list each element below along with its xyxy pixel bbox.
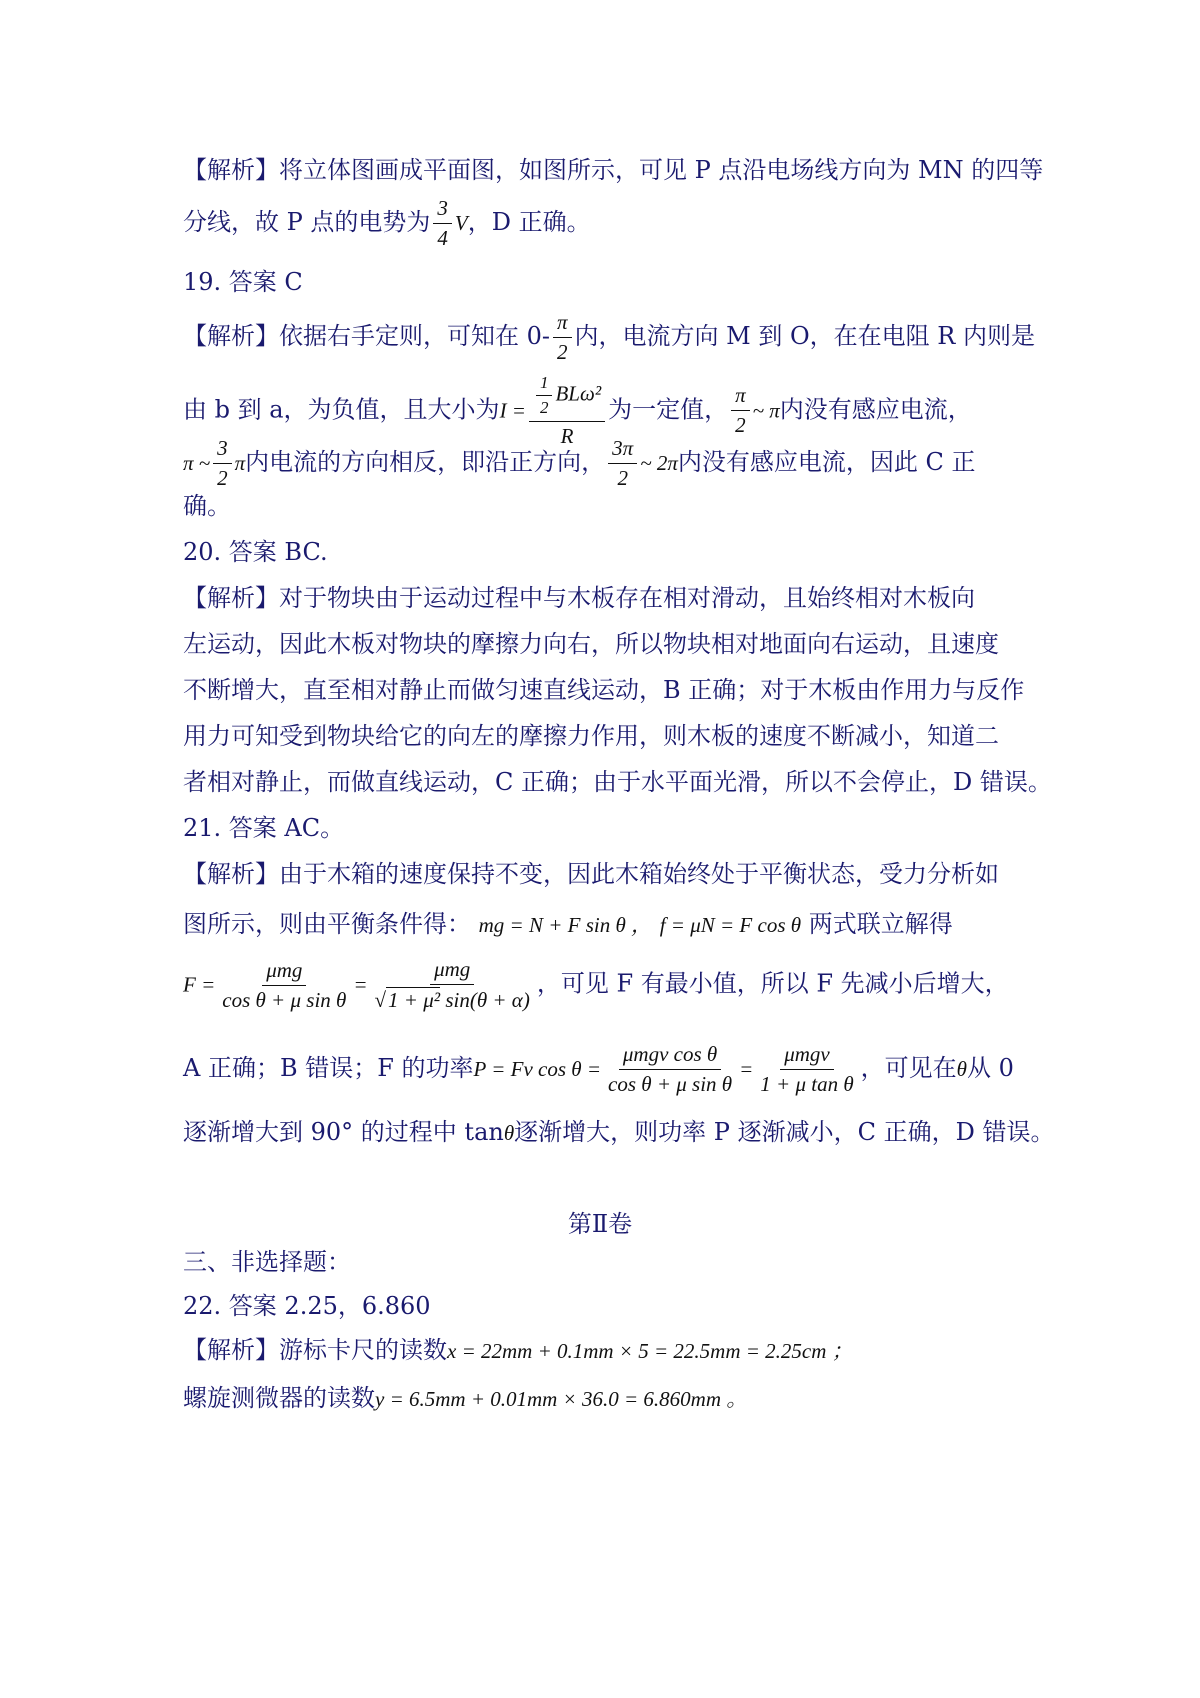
theta: θ: [503, 1121, 515, 1145]
numerator: μmg: [430, 957, 474, 985]
numerator: μmgv cos θ: [619, 1042, 721, 1070]
half-fraction: [536, 373, 553, 419]
denominator: 2: [557, 340, 568, 365]
analysis-22-line-1: [183, 1336, 853, 1365]
text: ，D 正确。: [467, 208, 591, 237]
theta: θ: [956, 1057, 967, 1082]
range: ~ π: [752, 398, 780, 423]
f-fraction-1: [218, 958, 350, 1013]
current-symbol: I =: [499, 398, 526, 423]
text: 两式联立解得: [808, 910, 953, 938]
micrometer-formula: y = 6.5mm + 0.01mm × 36.0 = 6.860mm 。: [375, 1387, 748, 1411]
denominator: cos θ + μ sin θ: [608, 1072, 733, 1097]
equals: =: [353, 972, 368, 997]
analysis-19-line-3: [183, 436, 975, 491]
text: 逐渐增大到 90° 的过程中 tan: [183, 1118, 504, 1146]
power-formula: P = Fv cos θ =: [473, 1057, 602, 1082]
analysis-20-line-3: 不断增大，直至相对静止而做匀速直线运动，B 正确；对于木板由作用力与反作: [183, 676, 1025, 704]
text: 由 b 到 a，为负值，且大小为: [183, 395, 500, 424]
vernier-formula: x = 22mm + 0.1mm × 5 = 22.5mm = 2.25cm ；: [447, 1339, 853, 1363]
denominator: R: [560, 423, 574, 448]
equation-1: mg = N + F sin θ ，: [478, 913, 653, 937]
analysis-22-line-2: [183, 1384, 747, 1413]
numerator: π: [731, 383, 750, 411]
analysis-19-line-1: [183, 310, 1035, 365]
denominator: 2: [617, 466, 628, 491]
text: 【解析】依据右手定则，可知在 0-: [183, 322, 551, 351]
analysis-line-2: [183, 196, 591, 251]
numerator: [529, 373, 605, 422]
answer-19: 19. 答案 C: [183, 268, 303, 296]
analysis-21-line-1: 【解析】由于木箱的速度保持不变，因此木箱始终处于平衡状态，受力分析如: [183, 860, 999, 888]
text: 内没有感应电流，因此 C 正: [677, 448, 976, 477]
numerator: μmgv: [780, 1042, 834, 1070]
section-heading: 三、非选择题：: [183, 1248, 351, 1276]
equation-2: f = μN = F cos θ: [659, 913, 802, 937]
denominator: cos θ + μ sin θ: [222, 987, 347, 1012]
numerator: 1: [536, 373, 553, 396]
numerator: μmg: [262, 958, 306, 986]
denominator: 1 + μ tan θ: [760, 1072, 854, 1097]
p-fraction-1: [604, 1042, 736, 1097]
fraction-pi-2: [731, 383, 750, 438]
range: ~ 2π: [640, 451, 678, 476]
analysis-21-line-4: [183, 1042, 1014, 1097]
text: A 正确；B 错误；F 的功率: [183, 1054, 474, 1083]
text: ，可见在: [860, 1054, 957, 1083]
analysis-21-line-2: [183, 910, 953, 939]
text: 分线，故 P 点的电势为: [183, 208, 431, 237]
analysis-21-line-3: [183, 957, 1009, 1013]
text: 内没有感应电流，: [779, 395, 972, 424]
text: 从 0: [966, 1054, 1014, 1083]
denominator: 2: [735, 413, 746, 438]
sqrt-content: 1 + μ²: [388, 988, 441, 1013]
fraction-3pi-2: [608, 436, 637, 491]
analysis-20-line-4: 用力可知受到物块给它的向左的摩擦力作用，则木板的速度不断减小，知道二: [183, 722, 999, 750]
equals: =: [739, 1057, 754, 1082]
fraction-3-4: [433, 196, 452, 251]
text: 逐渐增大，则功率 P 逐渐减小，C 正确，D 错误。: [514, 1118, 1055, 1146]
p-fraction-2: [756, 1042, 857, 1097]
answer-21: 21. 答案 AC。: [183, 814, 345, 842]
analysis-20-line-1: 【解析】对于物块由于运动过程中与木板存在相对滑动，且始终相对木板向: [183, 584, 975, 612]
answer-20: 20. 答案 BC.: [183, 538, 328, 566]
numerator: 3: [213, 436, 232, 464]
text: 内，电流方向 M 到 O，在在电阻 R 内则是: [574, 322, 1036, 351]
analysis-21-line-5: [183, 1118, 1054, 1147]
analysis-line-1: 【解析】将立体图画成平面图，如图所示，可见 P 点沿电场线方向为 MN 的四等: [183, 156, 1044, 184]
analysis-20-line-5: 者相对静止，而做直线运动，C 正确；由于水平面光滑，所以不会停止，D 错误。: [183, 768, 1052, 796]
sin-part: sin(θ + α): [445, 988, 530, 1013]
text: 螺旋测微器的读数: [183, 1384, 375, 1412]
f-fraction-2: [371, 957, 534, 1013]
text: ，可见 F 有最小值，所以 F 先减小后增大，: [536, 969, 1009, 998]
numerator: 3: [433, 196, 452, 224]
bl-omega: BLω²: [555, 381, 602, 406]
f-symbol: F =: [183, 972, 216, 997]
pi: π: [234, 451, 246, 476]
numerator: 3π: [608, 436, 637, 464]
unit-v: V: [454, 211, 468, 236]
text: 为一定值，: [608, 395, 729, 424]
answer-22: 22. 答案 2.25，6.860: [183, 1292, 431, 1320]
text: 内电流的方向相反，即沿正方向，: [245, 448, 606, 477]
denominator: 4: [437, 226, 448, 251]
volume-heading: 第Ⅱ卷: [567, 1210, 633, 1238]
denominator: [371, 985, 534, 1013]
sqrt-sign: √: [374, 988, 387, 1013]
denominator: 2: [539, 398, 549, 418]
analysis-20-line-2: 左运动，因此木板对物块的摩擦力向右，所以物块相对地面向右运动，且速度: [183, 630, 999, 658]
numerator: π: [553, 310, 572, 338]
text: 【解析】游标卡尺的读数: [183, 1336, 447, 1364]
text: 图所示，则由平衡条件得：: [183, 910, 471, 938]
range: π ~: [183, 451, 211, 476]
fraction-pi-2: [553, 310, 572, 365]
analysis-19-line-4: 确。: [183, 492, 231, 520]
denominator: 2: [217, 466, 228, 491]
fraction-3-2: [213, 436, 232, 491]
